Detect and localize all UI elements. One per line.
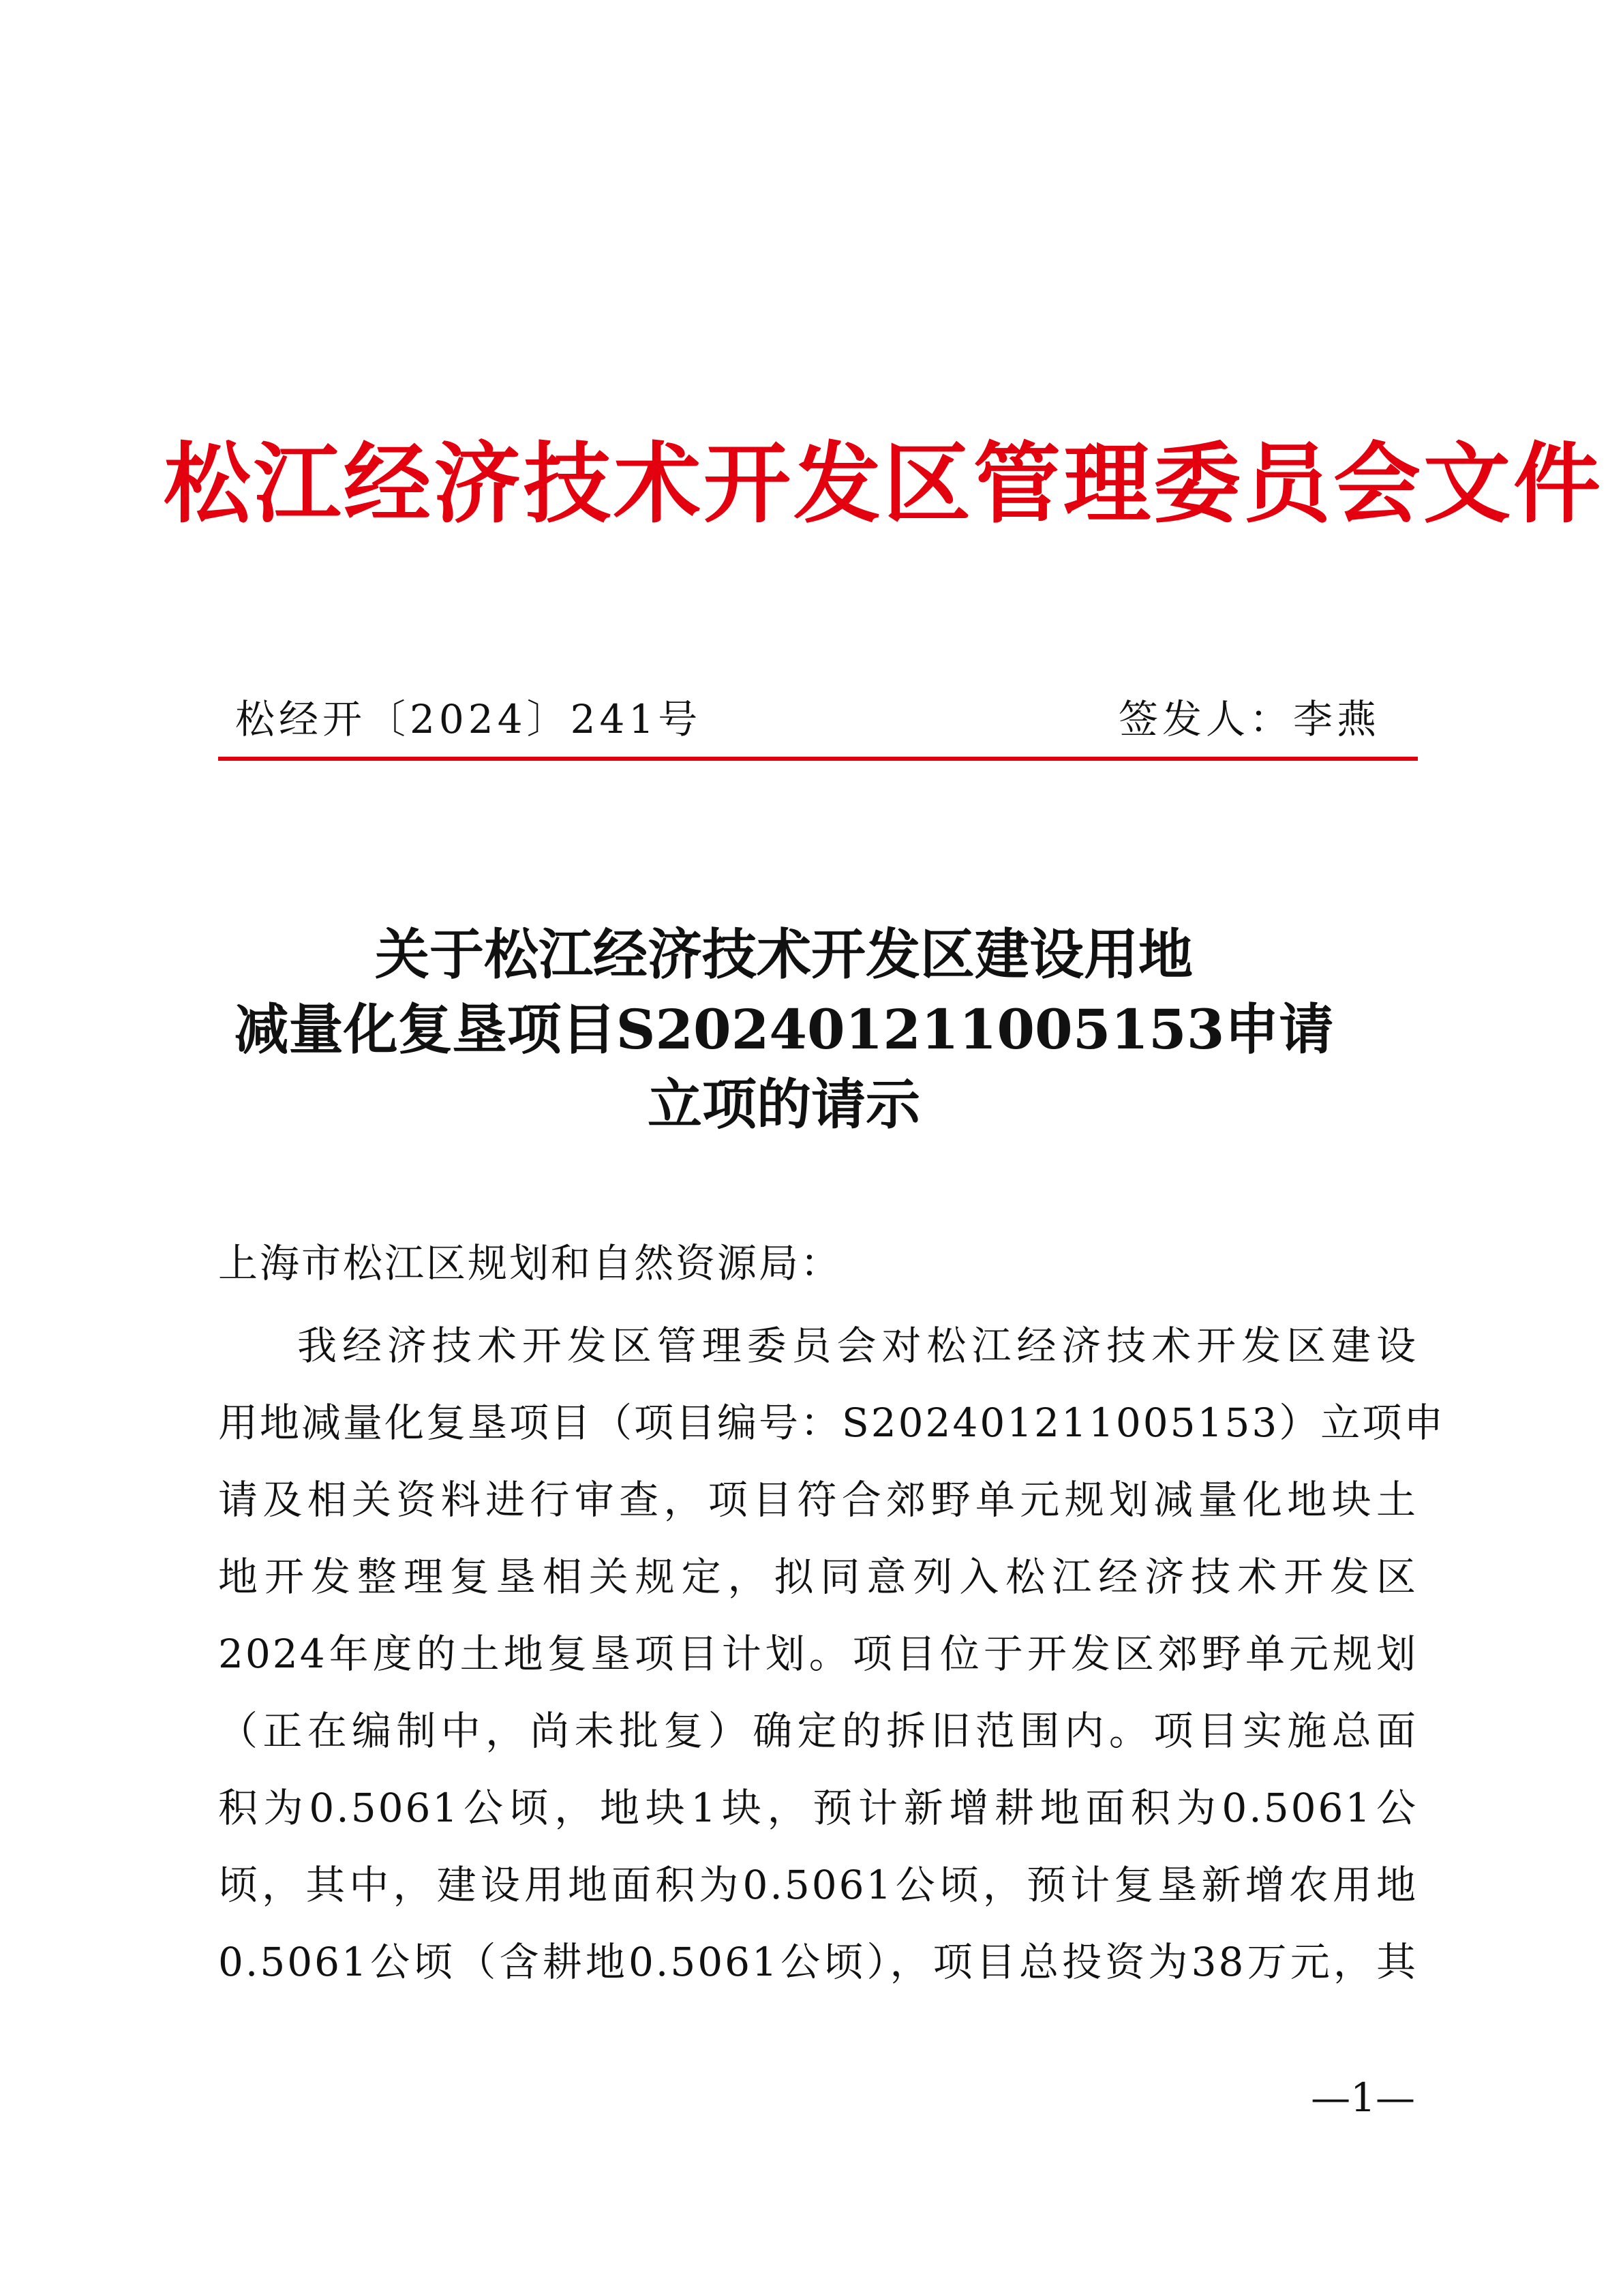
body-line: 地开发整理复垦相关规定，拟同意列入松江经济技术开发区: [218, 1554, 1418, 1600]
body-line: 0.5061公顷（含耕地0.5061公顷），项目总投资为38万元，其: [218, 1939, 1418, 1985]
title-line: 减量化复垦项目S202401211005153申请: [234, 997, 1334, 1061]
body-line: 积为0.5061公顷，地块1块，预计新增耕地面积为0.5061公: [218, 1785, 1418, 1831]
signer: 签发人：李燕: [1118, 696, 1380, 742]
document-meta-row: [235, 689, 1380, 750]
body-line: 顷，其中，建设用地面积为0.5061公顷，预计复垦新增农用地: [218, 1862, 1418, 1908]
red-divider-line: [218, 757, 1418, 761]
document-number: 松经开〔2024〕241号: [235, 696, 702, 742]
body-line: 用地减量化复垦项目（项目编号：S202401211005153）立项申: [218, 1400, 1446, 1446]
issuing-org-header: 松江经济技术开发区管理委员会文件: [164, 433, 1604, 535]
addressee: 上海市松江区规划和自然资源局：: [218, 1240, 843, 1286]
body-paragraph: [218, 1308, 1446, 2001]
body-line: 2024年度的土地复垦项目计划。项目位于开发区郊野单元规划: [218, 1631, 1418, 1677]
title-line: 关于松江经济技术开发区建设用地: [375, 922, 1193, 986]
body-line: （正在编制中，尚未批复）确定的拆旧范围内。项目实施总面: [218, 1708, 1418, 1754]
body-line: 我经济技术开发区管理委员会对松江经济技术开发区建设: [297, 1323, 1418, 1369]
title-line: 立项的请示: [648, 1072, 920, 1136]
document-title: [204, 917, 1363, 1142]
body-line: 请及相关资料进行审查，项目符合郊野单元规划减量化地块土: [218, 1477, 1418, 1523]
page-number: —1—: [1311, 2074, 1415, 2121]
